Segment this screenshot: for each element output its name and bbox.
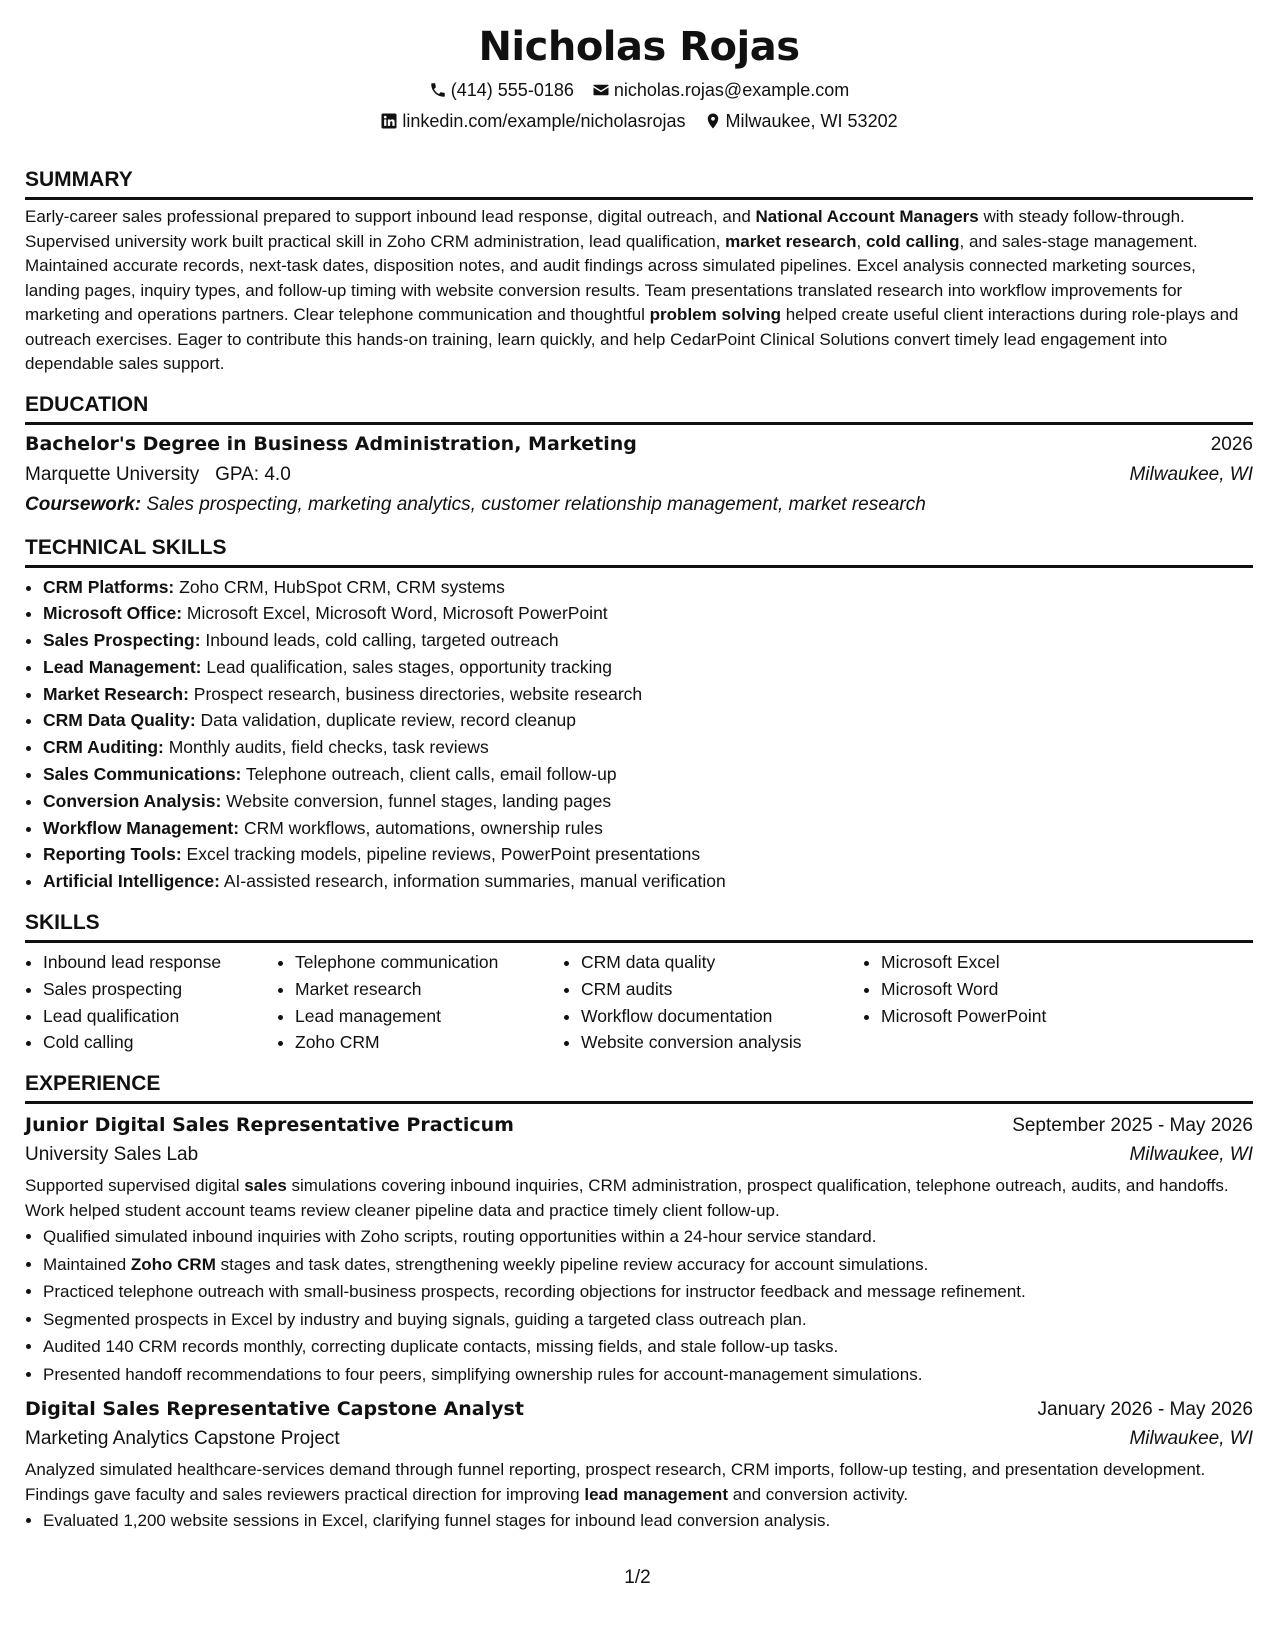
experience-section	[25, 1069, 1253, 1535]
skills-column-1	[25, 949, 277, 1056]
summary-text: ,	[856, 231, 866, 251]
summary-paragraph	[25, 205, 1253, 377]
job-dates: September 2025 - May 2026	[1012, 1115, 1253, 1137]
list-item	[43, 681, 1253, 708]
map-pin-icon	[704, 112, 722, 130]
list-item	[43, 868, 1253, 895]
list-item	[43, 1278, 1253, 1306]
school-location: Milwaukee, WI	[1129, 463, 1253, 485]
list-item	[43, 734, 1253, 761]
experience-heading: EXPERIENCE	[25, 1069, 1253, 1104]
summary-keyword: sales	[244, 1176, 287, 1196]
list-item: • Sales prospecting	[43, 976, 277, 1003]
skill-category: CRM Auditing:	[43, 737, 164, 758]
skill-values: AI-assisted research, information summaries, manual verification	[219, 871, 726, 892]
list-item: • Zoho CRM	[295, 1029, 563, 1056]
degree-title: Bachelor's Degree in Business Administration, Marketing	[25, 432, 637, 455]
skill-values: Telephone outreach, client calls, email follow-up	[241, 764, 617, 785]
list-item	[43, 1507, 1253, 1535]
list-item	[43, 1251, 1253, 1279]
linkedin-text[interactable]: linkedin.com/example/nicholasrojas	[402, 111, 686, 131]
list-item: • Microsoft PowerPoint	[881, 1003, 1141, 1030]
list-item	[43, 1361, 1253, 1389]
summary-text: Supported supervised digital	[25, 1176, 245, 1196]
skill-values: Zoho CRM, HubSpot CRM, CRM systems	[174, 576, 505, 597]
skill-values: Excel tracking models, pipeline reviews, PowerPoint presentations	[181, 844, 701, 865]
job-organization: University Sales Lab	[25, 1144, 199, 1166]
skill-category: CRM Data Quality:	[43, 710, 196, 731]
skill-category: Workflow Management:	[43, 817, 240, 838]
bullet-text: Presented handoff recommendations to four peers, simplifying ownership rules for account-management simulations.	[43, 1364, 923, 1384]
list-item	[43, 574, 1253, 601]
school-info	[25, 460, 291, 490]
job-org-row	[25, 1424, 1253, 1454]
list-item: • Market research	[295, 976, 563, 1003]
list-item: • Inbound lead response	[43, 949, 277, 976]
skill-category: Sales Communications:	[43, 764, 242, 785]
list-item: • CRM data quality	[581, 949, 863, 976]
phone-contact	[429, 78, 574, 102]
list-item	[43, 707, 1253, 734]
skill-category: Reporting Tools:	[43, 844, 182, 865]
contact-row-2	[25, 109, 1253, 133]
email-text[interactable]: nicholas.rojas@example.com	[613, 80, 850, 100]
contact-row-1	[25, 78, 1253, 102]
bullet-text: stages and task dates, strengthening weekly pipeline review accuracy for account simulations.	[215, 1254, 929, 1274]
linkedin-contact[interactable]	[380, 109, 685, 133]
job-entry	[25, 1104, 1253, 1388]
coursework	[25, 490, 1253, 520]
skill-values: CRM workflows, automations, ownership rules	[239, 817, 603, 838]
skills-heading: SKILLS	[25, 908, 1253, 943]
resume-page	[25, 18, 1253, 1535]
skill-values: Website conversion, funnel stages, landing pages	[221, 790, 612, 811]
skill-values: Lead qualification, sales stages, opportunity tracking	[201, 656, 613, 677]
job-title: Junior Digital Sales Representative Practicum	[25, 1114, 514, 1137]
job-header	[25, 1388, 1253, 1424]
job-summary	[25, 1174, 1253, 1223]
summary-keyword: market research	[725, 231, 857, 251]
bullet-text: Maintained	[43, 1254, 131, 1274]
location-text: Milwaukee, WI 53202	[725, 111, 898, 131]
skills-columns	[25, 949, 1253, 1056]
education-heading: EDUCATION	[25, 390, 1253, 425]
job-organization: Marketing Analytics Capstone Project	[25, 1428, 340, 1450]
skill-category: Conversion Analysis:	[43, 790, 222, 811]
bullet-text: Segmented prospects in Excel by industry and buying signals, guiding a targeted class outreach plan.	[43, 1309, 807, 1329]
technical-skills-list	[25, 574, 1253, 896]
summary-keyword: cold calling	[865, 231, 960, 251]
job-dates: January 2026 - May 2026	[1037, 1399, 1253, 1421]
list-item: • Lead qualification	[43, 1003, 277, 1030]
list-item: • Cold calling	[43, 1029, 277, 1056]
list-item: • Telephone communication	[295, 949, 563, 976]
summary-keyword: National Account Managers	[755, 207, 979, 226]
degree-row	[25, 425, 1253, 460]
skills-column-3	[563, 949, 863, 1056]
list-item	[43, 600, 1253, 627]
list-item	[43, 788, 1253, 815]
skill-values: Microsoft Excel, Microsoft Word, Microsoft PowerPoint	[182, 603, 608, 624]
phone-icon	[429, 81, 447, 99]
bullet-text: Audited 140 CRM records monthly, correcting duplicate contacts, missing fields, and stale follow-up tasks.	[43, 1337, 839, 1357]
bullet-text: Qualified simulated inbound inquiries with Zoho scripts, routing opportunities within a 24-hour service standard.	[43, 1227, 877, 1247]
skill-category: Artificial Intelligence:	[43, 871, 220, 892]
list-item: • Workflow documentation	[581, 1003, 863, 1030]
page-number: 1/2	[624, 1567, 651, 1588]
list-item	[43, 1333, 1253, 1361]
job-header	[25, 1104, 1253, 1140]
summary-text: , and sales-stage management. Maintained accurate records, next-task dates, disposition notes, and audit findings across simulated pipelines. Excel analysis connected marketing sources, landing pages, inquiry types, and follow-up timing with website conversion results. Team presentations translated research into workflow improvements for marketing and operations partners. Clear telephone communication and thoughtful	[25, 231, 1198, 324]
list-item	[43, 1306, 1253, 1334]
list-item	[43, 761, 1253, 788]
list-item	[43, 815, 1253, 842]
summary-text: helped create useful client interactions during role-plays and outreach exercises. Eager to contribute this hands-on training, learn quickly, and help CedarPoint Clinical Solutions convert timely lead engagement into dependable sales support.	[25, 305, 1239, 373]
technical-skills-heading: TECHNICAL SKILLS	[25, 533, 1253, 568]
job-bullets	[25, 1507, 1253, 1535]
job-summary	[25, 1458, 1253, 1507]
summary-text: with steady follow-through. Supervised university work built practical skill in Zoho CRM administration, lead qualification,	[25, 207, 1185, 251]
summary-text: simulations covering inbound inquiries, CRM administration, prospect qualification, telephone outreach, audits, and handoffs. Work helped student account teams review cleaner pipeline data and practice timely client follow-up.	[25, 1176, 1229, 1220]
list-item	[43, 627, 1253, 654]
bullet-keyword: Zoho CRM	[130, 1254, 216, 1274]
coursework-list: Sales prospecting, marketing analytics, customer relationship management, market research	[141, 493, 926, 515]
skill-values: Monthly audits, field checks, task reviews	[163, 737, 489, 758]
education-section	[25, 390, 1253, 520]
school-row	[25, 460, 1253, 490]
list-item: • Microsoft Excel	[881, 949, 1141, 976]
list-item	[43, 654, 1253, 681]
list-item: • Lead management	[295, 1003, 563, 1030]
skills-section	[25, 908, 1253, 1056]
job-org-row	[25, 1140, 1253, 1170]
skill-category: Lead Management:	[43, 656, 202, 677]
list-item: • Website conversion analysis	[581, 1029, 863, 1056]
skill-category: Market Research:	[43, 683, 189, 704]
envelope-icon	[592, 81, 610, 99]
candidate-name: Nicholas Rojas	[478, 24, 800, 70]
summary-section	[25, 165, 1253, 377]
job-location: Milwaukee, WI	[1129, 1144, 1253, 1166]
summary-text: Analyzed simulated healthcare-services demand through funnel reporting, prospect research, CRM imports, follow-up testing, and presentation development. Findings gave faculty and sales reviewers practical direction for improving	[25, 1460, 1206, 1504]
list-item: • Microsoft Word	[881, 976, 1141, 1003]
school-name: Marquette University	[25, 463, 200, 485]
location-contact	[704, 109, 898, 133]
linkedin-icon	[380, 112, 398, 130]
skills-column-2	[277, 949, 563, 1056]
technical-skills-section	[25, 533, 1253, 896]
skill-values: Inbound leads, cold calling, targeted outreach	[200, 630, 559, 651]
job-entry	[25, 1388, 1253, 1535]
graduation-year: 2026	[1210, 433, 1253, 455]
list-item	[43, 841, 1253, 868]
skill-values: Data validation, duplicate review, record cleanup	[195, 710, 577, 731]
job-title: Digital Sales Representative Capstone Analyst	[25, 1398, 524, 1421]
skill-category: Sales Prospecting:	[43, 630, 201, 651]
skills-column-4	[863, 949, 1141, 1056]
list-item: • CRM audits	[581, 976, 863, 1003]
skill-category: CRM Platforms:	[43, 576, 175, 597]
skill-category: Microsoft Office:	[43, 603, 183, 624]
email-contact[interactable]	[592, 78, 849, 102]
bullet-text: Evaluated 1,200 website sessions in Excel, clarifying funnel stages for inbound lead conversion analysis.	[43, 1511, 831, 1531]
summary-text: and conversion activity.	[727, 1484, 909, 1504]
bullet-text: Practiced telephone outreach with small-business prospects, recording objections for instructor feedback and message refinement.	[43, 1282, 1026, 1302]
summary-heading: SUMMARY	[25, 165, 1253, 200]
gpa: GPA: 4.0	[215, 463, 291, 485]
phone-text: (414) 555-0186	[450, 80, 574, 100]
list-item	[43, 1223, 1253, 1251]
job-bullets	[25, 1223, 1253, 1388]
summary-keyword: problem solving	[649, 305, 781, 324]
summary-keyword: lead management	[584, 1484, 728, 1504]
job-location: Milwaukee, WI	[1129, 1428, 1253, 1450]
skill-values: Prospect research, business directories, website research	[188, 683, 643, 704]
summary-text: Early-career sales professional prepared to support inbound lead response, digital outreach, and	[25, 207, 756, 226]
coursework-label: Coursework:	[25, 493, 142, 515]
